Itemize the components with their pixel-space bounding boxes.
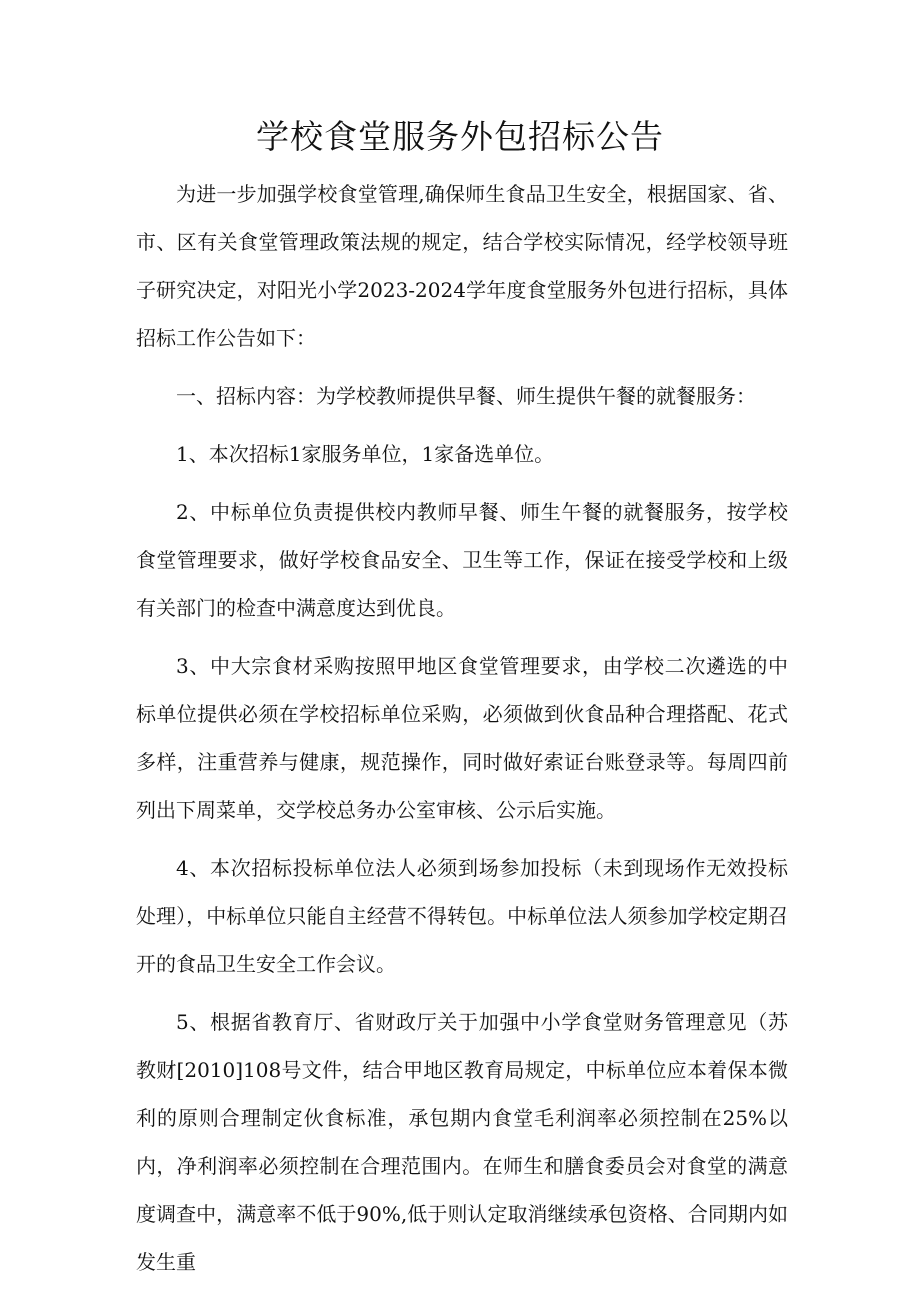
clause-5: 5、根据省教育厅、省财政厅关于加强中小学食堂财务管理意见（苏教财[2010]108号文件，结合甲地区教育局规定，中标单位应本着保本微利的原则合理制定伙食标准，承包期内食堂毛利润率必须控制在25%以内，净利润率必须控制在合理范围内。在师生和膳食委员会对食堂的满意度调查中，满意率不低于90%,低于则认定取消继续承包资格、合同期内如发生重	[136, 1010, 788, 1274]
clause-1: 1、本次招标1家服务单位，1家备选单位。	[176, 442, 555, 466]
intro-paragraph: 为进一步加强学校食堂管理,确保师生食品卫生安全，根据国家、省、市、区有关食堂管理政策法规的规定，结合学校实际情况，经学校领导班子研究决定，对阳光小学2023-2024学年度食堂服务外包进行招标，具体招标工作公告如下：	[136, 182, 788, 350]
clause-3: 3、中大宗食材采购按照甲地区食堂管理要求，由学校二次遴选的中标单位提供必须在学校招标单位采购，必须做到伙食品种合理搭配、花式多样，注重营养与健康，规范操作，同时做好索证台账登录等。每周四前列出下周菜单，交学校总务办公室审核、公示后实施。	[136, 654, 788, 822]
clause-4: 4、本次招标投标单位法人必须到场参加投标（未到现场作无效投标处理），中标单位只能自主经营不得转包。中标单位法人须参加学校定期召开的食品卫生安全工作会议。	[136, 856, 788, 976]
section-heading-bid-content: 一、招标内容：为学校教师提供早餐、师生提供午餐的就餐服务：	[176, 384, 756, 408]
document-body	[136, 170, 788, 1296]
clause-2: 2、中标单位负责提供校内教师早餐、师生午餐的就餐服务，按学校食堂管理要求，做好学校食品安全、卫生等工作，保证在接受学校和上级有关部门的检查中满意度达到优良。	[136, 500, 788, 620]
document-title: 学校食堂服务外包招标公告	[256, 117, 664, 156]
